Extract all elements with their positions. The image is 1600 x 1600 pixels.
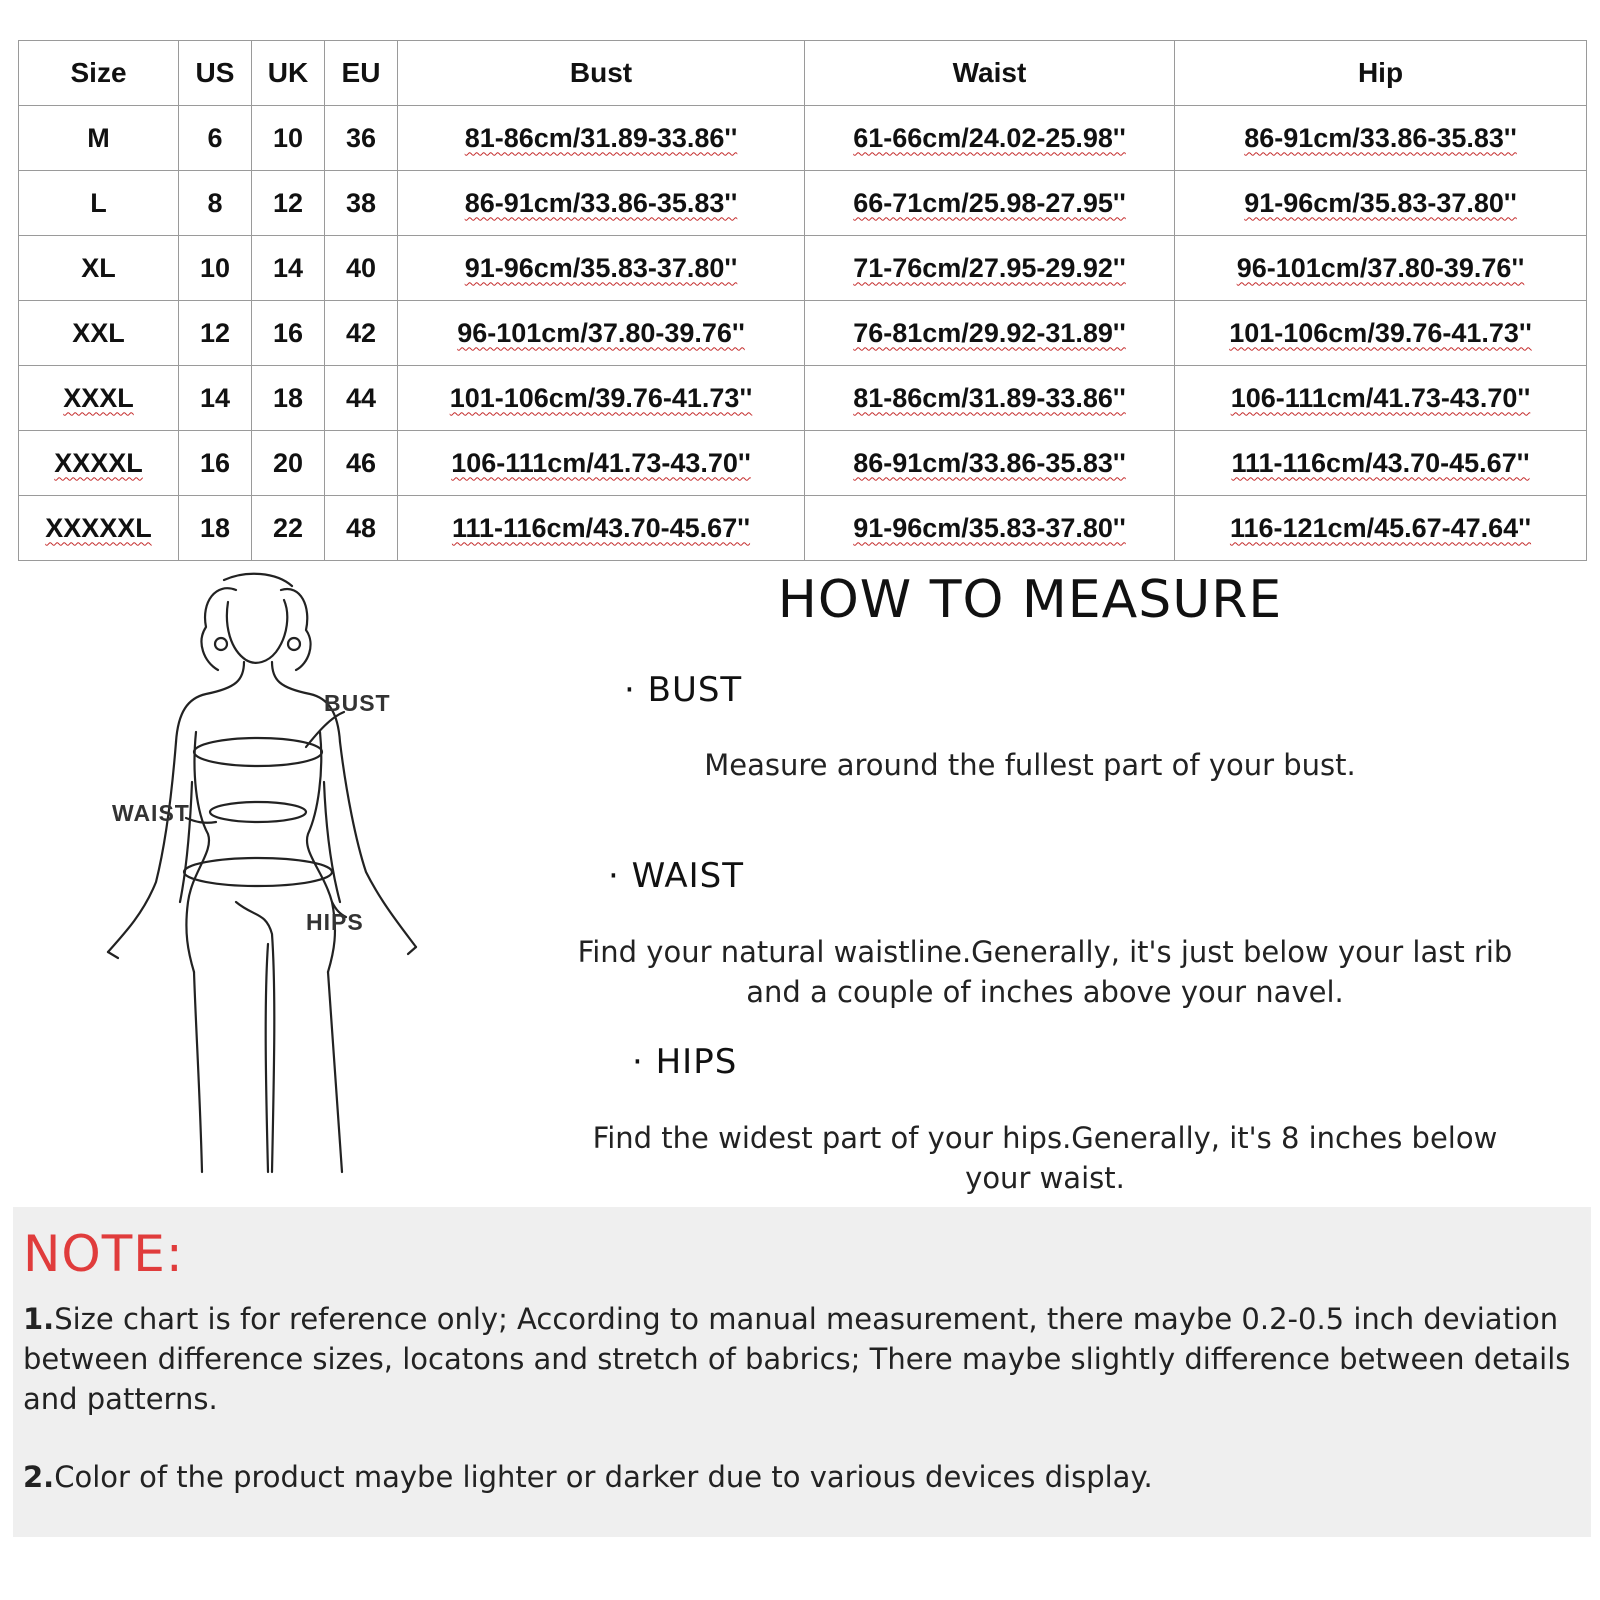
- cell-size: [19, 301, 179, 366]
- cell-eu: [325, 301, 398, 366]
- cell-eu: [325, 496, 398, 561]
- cell-waist: [805, 301, 1175, 366]
- cell-size-text: XXXXXL: [45, 512, 152, 543]
- cell-us-text: 8: [207, 187, 223, 218]
- cell-size: [19, 106, 179, 171]
- cell-uk: [252, 236, 325, 301]
- cell-us: [179, 431, 252, 496]
- cell-uk: [252, 106, 325, 171]
- cell-bust: [398, 236, 805, 301]
- cell-hip-text: 91-96cm/35.83-37.80'': [1244, 187, 1517, 218]
- cell-us-text: 6: [207, 122, 223, 153]
- table-row: [19, 106, 1587, 171]
- cell-hip-text: 96-101cm/37.80-39.76'': [1236, 252, 1525, 283]
- cell-uk: [252, 301, 325, 366]
- cell-waist: [805, 236, 1175, 301]
- waist-instructions: [520, 932, 1570, 1012]
- cell-hip-text: 101-106cm/39.76-41.73'': [1229, 317, 1532, 348]
- table-body: [19, 106, 1587, 561]
- cell-eu-text: 42: [345, 317, 377, 348]
- cell-bust: [398, 106, 805, 171]
- table-row: [19, 171, 1587, 236]
- note-item-2-number: 2.: [23, 1460, 55, 1494]
- cell-size-text: XXXXL: [54, 447, 143, 478]
- cell-uk: [252, 171, 325, 236]
- woman-outline-illustration: [96, 572, 436, 1202]
- header-bust: Bust: [398, 41, 805, 106]
- cell-uk: [252, 496, 325, 561]
- bust-instructions: Measure around the fullest part of your bust.: [704, 748, 1356, 782]
- cell-bust-text: 101-106cm/39.76-41.73'': [449, 382, 753, 413]
- cell-waist: [805, 431, 1175, 496]
- table-row: [19, 236, 1587, 301]
- cell-bust: [398, 301, 805, 366]
- note-item-1-number: 1.: [23, 1302, 55, 1336]
- cell-waist-text: 71-76cm/27.95-29.92'': [853, 252, 1126, 283]
- note-item-1-text: Size chart is for reference only; According to manual measurement, there maybe 0.2-0.5 inch deviation between difference sizes, locatons and stretch of babrics; There maybe slightly difference between details and patterns.: [23, 1302, 1571, 1416]
- cell-uk-text: 20: [272, 447, 304, 478]
- figure-label-waist: WAIST: [112, 800, 190, 826]
- cell-waist-text: 66-71cm/25.98-27.95'': [853, 187, 1126, 218]
- hips-instructions: [540, 1118, 1550, 1198]
- size-chart-table: [18, 40, 1587, 561]
- hips-instructions-line-2: your waist.: [965, 1161, 1125, 1195]
- header-hip: Hip: [1175, 41, 1587, 106]
- cell-eu-text: 48: [345, 512, 377, 543]
- cell-uk-text: 22: [272, 512, 304, 543]
- cell-waist-text: 76-81cm/29.92-31.89'': [853, 317, 1126, 348]
- cell-waist-text: 61-66cm/24.02-25.98'': [853, 122, 1126, 153]
- hips-heading: · HIPS: [632, 1042, 738, 1082]
- how-to-measure-title: HOW TO MEASURE: [777, 570, 1283, 630]
- cell-eu-text: 36: [345, 122, 377, 153]
- cell-bust-text: 111-116cm/43.70-45.67'': [451, 512, 751, 543]
- note-item-2-text: Color of the product maybe lighter or darker due to various devices display.: [54, 1460, 1153, 1494]
- cell-eu: [325, 171, 398, 236]
- cell-waist: [805, 106, 1175, 171]
- cell-waist: [805, 496, 1175, 561]
- note-title: NOTE:: [23, 1225, 184, 1283]
- cell-size: [19, 236, 179, 301]
- cell-hip-text: 111-116cm/43.70-45.67'': [1231, 447, 1530, 478]
- cell-size-text: XL: [81, 252, 116, 283]
- cell-size: [19, 496, 179, 561]
- header-us: US: [179, 41, 252, 106]
- cell-eu-text: 40: [345, 252, 377, 283]
- cell-uk: [252, 366, 325, 431]
- cell-size: [19, 366, 179, 431]
- cell-eu: [325, 236, 398, 301]
- cell-us: [179, 301, 252, 366]
- cell-hip: [1175, 496, 1587, 561]
- body-measurement-figure: [96, 572, 436, 1202]
- hips-instructions-line-1: Find the widest part of your hips.Generally, it's 8 inches below: [592, 1121, 1498, 1155]
- cell-us: [179, 366, 252, 431]
- cell-uk-text: 12: [272, 187, 304, 218]
- waist-heading: · WAIST: [608, 856, 745, 896]
- header-uk: UK: [252, 41, 325, 106]
- cell-waist-text: 86-91cm/33.86-35.83'': [853, 447, 1126, 478]
- cell-us: [179, 236, 252, 301]
- cell-hip: [1175, 106, 1587, 171]
- cell-uk-text: 18: [272, 382, 304, 413]
- cell-waist: [805, 171, 1175, 236]
- cell-us-text: 10: [199, 252, 231, 283]
- header-waist: Waist: [805, 41, 1175, 106]
- cell-hip: [1175, 366, 1587, 431]
- cell-size: [19, 171, 179, 236]
- cell-eu: [325, 366, 398, 431]
- cell-bust: [398, 171, 805, 236]
- cell-bust: [398, 496, 805, 561]
- figure-label-hips: HIPS: [306, 909, 364, 935]
- table-row: [19, 366, 1587, 431]
- cell-waist: [805, 366, 1175, 431]
- cell-uk: [252, 431, 325, 496]
- header-eu: EU: [325, 41, 398, 106]
- table-row: [19, 431, 1587, 496]
- cell-us: [179, 496, 252, 561]
- cell-us-text: 18: [199, 512, 231, 543]
- cell-bust-text: 106-111cm/41.73-43.70'': [451, 447, 751, 478]
- cell-hip-text: 106-111cm/41.73-43.70'': [1230, 382, 1531, 413]
- cell-bust-text: 96-101cm/37.80-39.76'': [457, 317, 745, 348]
- cell-bust: [398, 366, 805, 431]
- waist-instructions-line-2: and a couple of inches above your navel.: [746, 975, 1344, 1009]
- header-size: Size: [19, 41, 179, 106]
- cell-uk-text: 10: [272, 122, 304, 153]
- table-header-row: [19, 41, 1587, 106]
- cell-eu-text: 46: [345, 447, 377, 478]
- cell-eu: [325, 106, 398, 171]
- figure-label-bust: BUST: [324, 690, 391, 716]
- cell-bust-text: 91-96cm/35.83-37.80'': [464, 252, 738, 283]
- note-box: [13, 1207, 1591, 1537]
- cell-size-text: XXL: [72, 317, 125, 348]
- cell-uk-text: 14: [272, 252, 304, 283]
- cell-us-text: 16: [199, 447, 231, 478]
- cell-eu: [325, 431, 398, 496]
- cell-bust-text: 81-86cm/31.89-33.86'': [464, 122, 738, 153]
- cell-uk-text: 16: [272, 317, 304, 348]
- cell-hip-text: 116-121cm/45.67-47.64'': [1229, 512, 1532, 543]
- cell-bust-text: 86-91cm/33.86-35.83'': [464, 187, 738, 218]
- cell-hip: [1175, 236, 1587, 301]
- cell-hip: [1175, 301, 1587, 366]
- cell-hip-text: 86-91cm/33.86-35.83'': [1244, 122, 1517, 153]
- cell-us-text: 12: [199, 317, 231, 348]
- cell-bust: [398, 431, 805, 496]
- cell-hip: [1175, 431, 1587, 496]
- bust-heading: · BUST: [624, 670, 743, 710]
- note-item-1: [23, 1299, 1583, 1419]
- waist-instructions-line-1: Find your natural waistline.Generally, it's just below your last rib: [577, 935, 1513, 969]
- cell-waist-text: 91-96cm/35.83-37.80'': [853, 512, 1126, 543]
- cell-us: [179, 171, 252, 236]
- cell-size: [19, 431, 179, 496]
- cell-waist-text: 81-86cm/31.89-33.86'': [853, 382, 1126, 413]
- note-item-2: [23, 1457, 1583, 1497]
- cell-hip: [1175, 171, 1587, 236]
- cell-size-text: M: [87, 122, 110, 153]
- cell-size-text: L: [90, 187, 107, 218]
- table-row: [19, 301, 1587, 366]
- table-row: [19, 496, 1587, 561]
- cell-eu-text: 38: [345, 187, 377, 218]
- cell-us: [179, 106, 252, 171]
- cell-eu-text: 44: [345, 382, 377, 413]
- cell-us-text: 14: [199, 382, 231, 413]
- cell-size-text: XXXL: [63, 382, 134, 413]
